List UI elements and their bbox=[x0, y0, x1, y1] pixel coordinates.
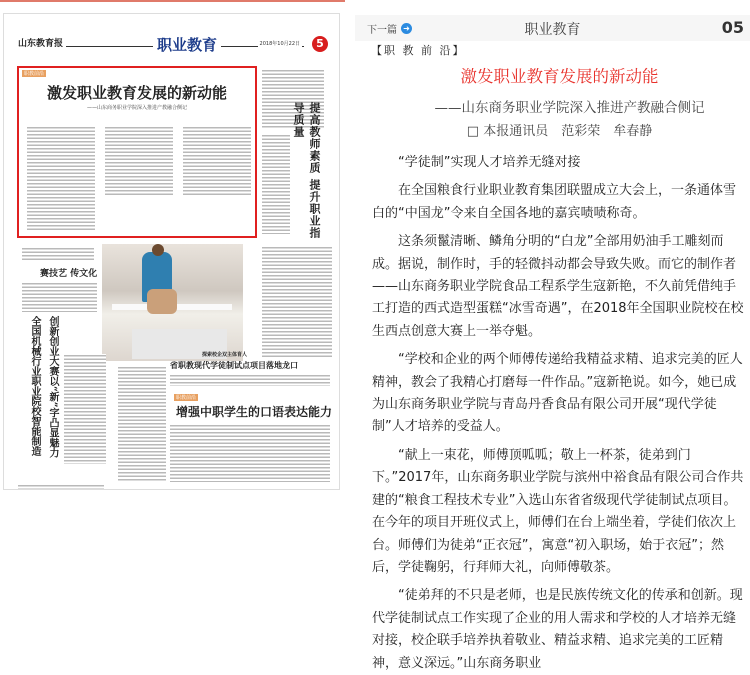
text-block bbox=[118, 366, 166, 482]
paragraph: “学校和企业的两个师傅传递给我精益求精、追求完美的匠人精神，教会了我精心打磨每一件作品。”寇新艳说。如今，她已成为山东商务职业学院与青岛丹香食品有限公司开展“现代学徒制”人才培养的受益人。 bbox=[372, 352, 743, 435]
next-label: 下一篇 bbox=[367, 25, 397, 36]
article-title: 激发职业教育发展的新动能 bbox=[460, 67, 659, 86]
masthead-date: 2018年10月22日 bbox=[259, 41, 300, 47]
headline-oral: 增强中职学生的口语表达能力 bbox=[176, 405, 333, 419]
selected-article-hotspot[interactable] bbox=[17, 66, 257, 238]
headline-pilot: 省职教现代学徒制试点项目落地龙口 bbox=[170, 360, 298, 370]
article-subtitle: ——山东商务职业学院深入推进产教融合侧记 bbox=[434, 100, 705, 116]
arrow-right-circle-icon[interactable]: ➜ bbox=[401, 23, 412, 34]
headline-pilot-kicker: 探索校企双主体育人 bbox=[202, 352, 248, 358]
text-block bbox=[64, 354, 106, 464]
column-tag: 【职 教 前 沿】 bbox=[371, 44, 466, 57]
text-block bbox=[262, 246, 332, 358]
page-number-badge: 5 bbox=[312, 36, 328, 52]
vertical-headline-left-1: 全国机械行业职业院校智能制造 bbox=[29, 316, 40, 456]
article-byline: □ 本报通讯员 范彩荣 牟春静 bbox=[466, 124, 653, 139]
text-block bbox=[27, 126, 95, 231]
vertical-headline-right: 提高教师素质 提升职业指导质量 bbox=[292, 102, 321, 239]
text-block bbox=[22, 282, 97, 312]
article-reader bbox=[355, 15, 750, 671]
paragraph: “献上一束花，师傅顶呱呱；敬上一杯茶，徒弟到门下。”2017年，山东商务职业学院与滨州中裕食品有限公司合作共建的“粮食工程技术专业”入选山东省省级现代学徒制试点项目。在今年的项目开班仪式上，师傅们在台上端坐着，学徒们依次上台。师傅们为徒弟“正衣冠”，寓意“初入职场，始于衣冠”；然后，学徒鞠躬，行拜师大礼，向师傅敬茶。 bbox=[372, 447, 744, 575]
classroom-photo[interactable] bbox=[102, 244, 243, 361]
top-accent-line bbox=[0, 0, 345, 2]
article-body bbox=[372, 42, 747, 675]
vertical-headline-left-2: 创新创业大赛以“新”字凸显魅力 bbox=[47, 316, 58, 458]
text-block bbox=[22, 247, 94, 261]
masthead-section: 职业教育 bbox=[153, 34, 221, 55]
section-heading: “学徒制”实现人才培养无缝对接 bbox=[398, 155, 581, 170]
reader-header bbox=[355, 15, 750, 41]
article-subhead: ——山东商务职业学院深入推进产教融合侧记 bbox=[86, 105, 187, 111]
newspaper-logo: 山东教育报 bbox=[18, 39, 64, 49]
paragraph: “徒弟拜的不只是老师，也是民族传统文化的传承和创新。现代学徒制试点工作实现了企业的用人需求和学校的人才培养无缝对接，校企联手培养执着敬业、精益求精、追求完美的工匠精神，意义深远。”山东商务职业 bbox=[372, 588, 743, 671]
text-block bbox=[262, 134, 290, 234]
text-block bbox=[183, 126, 251, 196]
text-block bbox=[18, 484, 104, 489]
section-title: 职业教育 bbox=[524, 22, 581, 38]
text-block bbox=[170, 374, 330, 386]
paragraph: 这条须鬣清晰、鳞角分明的“白龙”全部用奶油手工雕刻而成。据说，制作时，手的轻微抖动都会导致失败。而它的制作者——山东商务职业学院食品工程系学生寇新艳，不久前凭借纯手工打造的西式造型蛋糕“冰雪奇遇”，在2018年全国职业院校在校生西点创意大赛上一举夺魁。 bbox=[372, 234, 744, 339]
article-tag: 职教前沿 bbox=[24, 71, 45, 77]
newspaper-page-image[interactable] bbox=[3, 13, 340, 490]
masthead bbox=[18, 34, 330, 54]
bottom-article-tag: 职教前沿 bbox=[176, 395, 197, 401]
article-headline: 激发职业教育发展的新动能 bbox=[46, 84, 227, 102]
paragraph: 在全国粮食行业职业教育集团联盟成立大会上，一条通体雪白的“中国龙”令来自全国各地的嘉宾啧啧称奇。 bbox=[372, 183, 737, 221]
text-block bbox=[170, 424, 330, 482]
page-number: 05 bbox=[721, 18, 744, 37]
text-block bbox=[105, 126, 173, 196]
headline-skills: 赛技艺 传文化 bbox=[40, 269, 98, 279]
